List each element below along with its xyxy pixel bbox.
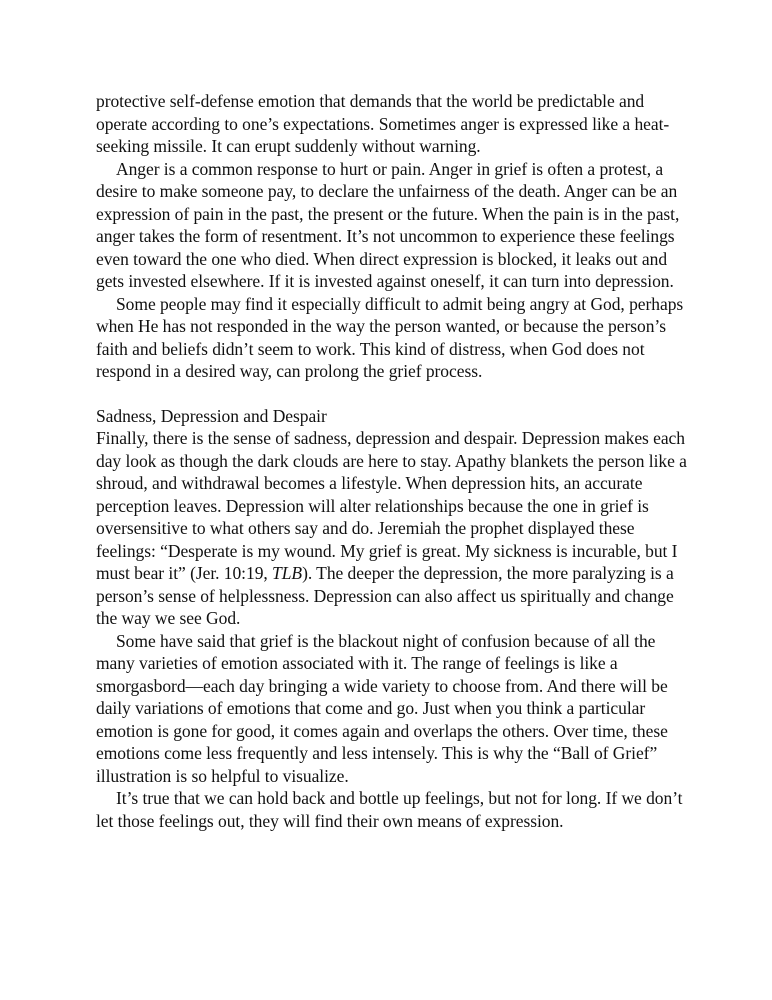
paragraph-text-before-citation: Finally, there is the sense of sadness, depression and despair. Depression makes each day look as though the dark clouds are here to stay. Apathy blankets the person like a shroud, and withdrawal becomes a lifestyle. When depression hits, an accurate perception leaves. Depression will alter relationships because the one in grief is oversensitive to what others say and do. Jeremiah the prophet displayed these feelings: “Desperate is my wound. My grief is great. My sickness is incurable, but I must bear it” (Jer. 10:19, [96,428,687,583]
section-heading: Sadness, Depression and Despair [96,405,327,426]
book-page [96,90,688,832]
paragraph-sadness-depression [96,427,688,630]
paragraph-blackout-night: Some have said that grief is the blackout night of confusion because of all the many varieties of emotion associated with it. The range of feelings is like a smorgasbord—each day bringing a wide variety to choose from. And there will be daily variations of emotions that come and go. Just when you think a particular emotion is gone for good, it comes again and overlaps the others. Over time, these emotions come less frequently and less intensely. This is why the “Ball of Grief” illustration is so helpful to visualize. [96,630,668,786]
paragraph-bottle-up-feelings: It’s true that we can hold back and bottle up feelings, but not for long. If we don’t let those feelings out, they will find their own means of expression. [96,788,683,831]
paragraph-anger-continued: protective self-defense emotion that demands that the world be predictable and operate according to one’s expectations. Sometimes anger is expressed like a heat-seeking missile. It can erupt suddenly without warning. [96,91,670,156]
paragraph-text-after-citation: ). The deeper the depression, the more paralyzing is a person’s sense of helplessness. Depression can also affect us spiritually and change the way we see God. [96,563,674,628]
paragraph-anger-at-god: Some people may find it especially difficult to admit being angry at God, perhaps when He has not responded in the way the person wanted, or because the person’s faith and beliefs didn’t seem to work. This kind of distress, when God does not respond in a desired way, can prolong the grief process. [96,293,684,381]
paragraph-anger-response: Anger is a common response to hurt or pain. Anger in grief is often a protest, a desire to make someone pay, to declare the unfairness of the death. Anger can be an expression of pain in the past, the present or the future. When the pain is in the past, anger takes the form of resentment. It’s not uncommon to experience these feelings even toward the one who died. When direct expression is blocked, it leaks out and gets invested elsewhere. If it is invested against oneself, it can turn into depression. [96,158,680,291]
bible-version-abbreviation: TLB [272,563,303,583]
